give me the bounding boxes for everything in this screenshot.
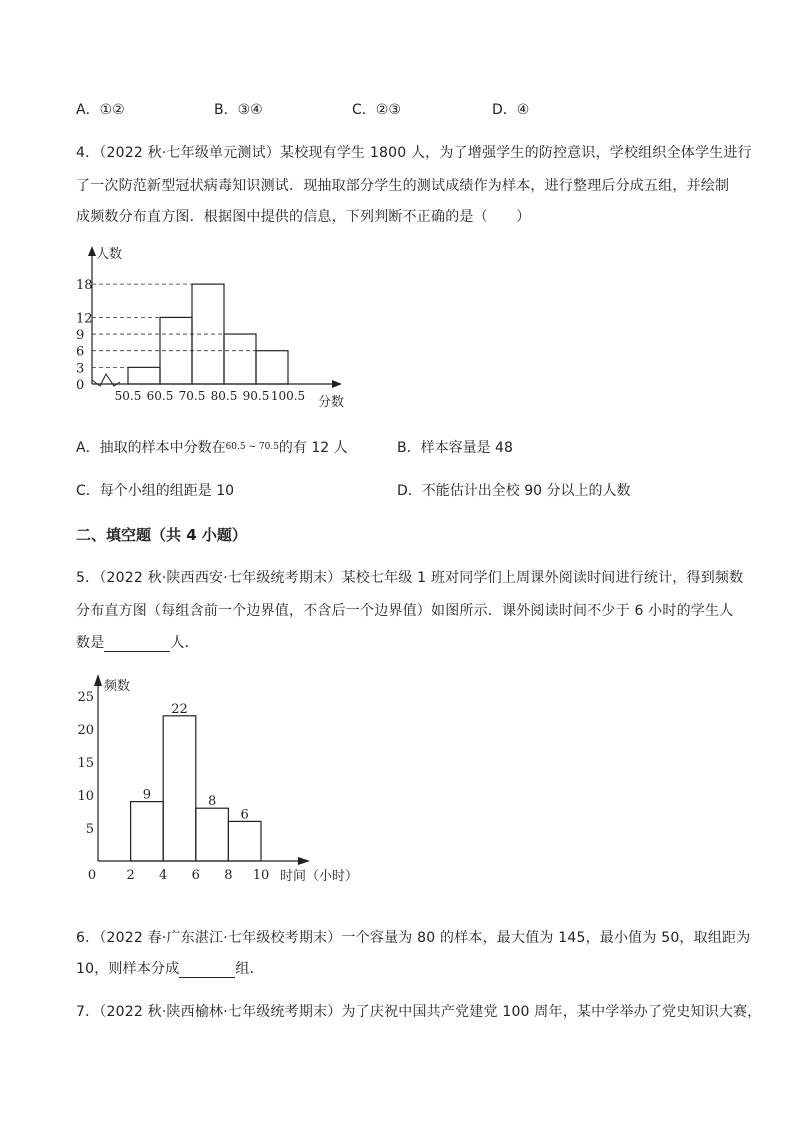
histogram-bar xyxy=(163,716,196,861)
bar-data-label: 6 xyxy=(240,807,249,823)
histogram-bar xyxy=(228,821,261,861)
y-tick-label: 6 xyxy=(76,344,85,360)
q3-option-b: B．③④ xyxy=(214,102,263,118)
q4-line-3: 成频数分布直方图．根据图中提供的信息，下列判断不正确的是（ ） xyxy=(76,209,531,225)
q3-option-c: C．②③ xyxy=(352,102,401,118)
y-axis-arrow xyxy=(88,246,96,256)
histogram-bar xyxy=(256,351,288,384)
x-tick-label: 2 xyxy=(126,868,135,883)
q6-answer-blank[interactable] xyxy=(179,961,235,978)
y-tick-label: 18 xyxy=(76,278,93,294)
q3-options xyxy=(0,99,800,119)
x-axis-arrow xyxy=(332,380,342,388)
y-tick-label: 20 xyxy=(77,723,94,738)
q4-option-d: D．不能估计出全校 90 分以上的人数 xyxy=(397,483,631,499)
histogram-bar xyxy=(196,808,229,861)
q3-option-d: D．④ xyxy=(492,102,530,118)
q5-answer-blank[interactable] xyxy=(104,635,170,652)
x-tick-label: 4 xyxy=(159,868,168,883)
x-axis-arrow xyxy=(298,857,310,865)
q4-option-a: A．抽取的样本中分数在$^{60.5 \sim 70.5}$的有 12 人 xyxy=(76,440,348,456)
y-tick-label: 10 xyxy=(77,789,94,804)
section-2-title: 二、填空题（共 4 小题） xyxy=(76,526,247,544)
q5-line-3: 数是 人． xyxy=(76,635,199,651)
y-axis-label: 人数 xyxy=(96,247,123,262)
q3-option-a: A．①② xyxy=(76,102,125,118)
q4-option-a-range: 60.5 ~ 70.5 xyxy=(225,442,279,452)
histogram-bar xyxy=(224,334,256,384)
q6-line-1: 6．（2022 春·广东湛江·七年级校考期末）一个容量为 80 的样本，最大值为 145，最小值为 50，取组距为 xyxy=(76,930,751,946)
y-tick-label: 25 xyxy=(77,690,94,705)
bar-data-label: 9 xyxy=(142,787,152,803)
x-tick-label: 6 xyxy=(191,868,200,883)
y-axis-label: 频数 xyxy=(104,679,131,694)
x-tick-label: 100.5 xyxy=(270,389,306,403)
x-tick-label: 90.5 xyxy=(242,389,270,403)
reading-time-histogram xyxy=(72,668,372,888)
y-tick-label: 3 xyxy=(76,361,85,377)
q5-line-2: 分布直方图（每组含前一个边界值，不含后一个边界值）如图所示．课外阅读时间不少于 6 小时的学生人 xyxy=(76,603,734,619)
y-tick-label: 15 xyxy=(77,756,94,771)
x-tick-label: 80.5 xyxy=(210,389,238,403)
x-tick-label: 0 xyxy=(87,868,97,883)
y-tick-label: 9 xyxy=(76,328,85,344)
x-tick-label: 60.5 xyxy=(146,389,174,403)
q4-option-b: B．样本容量是 48 xyxy=(397,440,513,456)
x-axis-label: 分数 xyxy=(318,395,345,410)
bar-data-label: 22 xyxy=(171,701,188,717)
q7-line-1: 7．（2022 秋·陕西榆林·七年级统考期末）为了庆祝中国共产党建党 100 周年，某中学举办了党史知识大赛， xyxy=(76,1004,762,1020)
q4-line-1: 4．（2022 秋·七年级单元测试）某校现有学生 1800 人，为了增强学生的防控意识，学校组织全体学生进行 xyxy=(76,145,752,161)
x-tick-label: 50.5 xyxy=(114,389,142,403)
q4-line-2: 了一次防范新型冠状病毒知识测试．现抽取部分学生的测试成绩作为样本，进行整理后分成五组，并绘制 xyxy=(76,178,730,194)
y-tick-label: 12 xyxy=(76,311,93,327)
y-axis-arrow xyxy=(94,674,102,686)
x-tick-label: 10 xyxy=(252,868,270,883)
x-tick-label: 8 xyxy=(224,868,233,883)
y-tick-label: 5 xyxy=(85,822,94,837)
y-tick-label: 0 xyxy=(76,378,85,393)
x-tick-label: 70.5 xyxy=(178,389,206,403)
histogram-bar xyxy=(128,367,160,384)
score-histogram xyxy=(72,238,362,410)
q5-line-1: 5．（2022 秋·陕西西安·七年级统考期末）某校七年级 1 班对同学们上周课外阅读时间进行统计，得到频数 xyxy=(76,570,744,586)
x-axis-label: 时间（小时） xyxy=(280,869,359,884)
histogram-bar xyxy=(131,802,164,861)
q6-line-2: 10，则样本分成 组． xyxy=(76,961,264,977)
bar-data-label: 8 xyxy=(207,794,217,810)
q4-option-c: C．每个小组的组距是 10 xyxy=(76,483,235,499)
